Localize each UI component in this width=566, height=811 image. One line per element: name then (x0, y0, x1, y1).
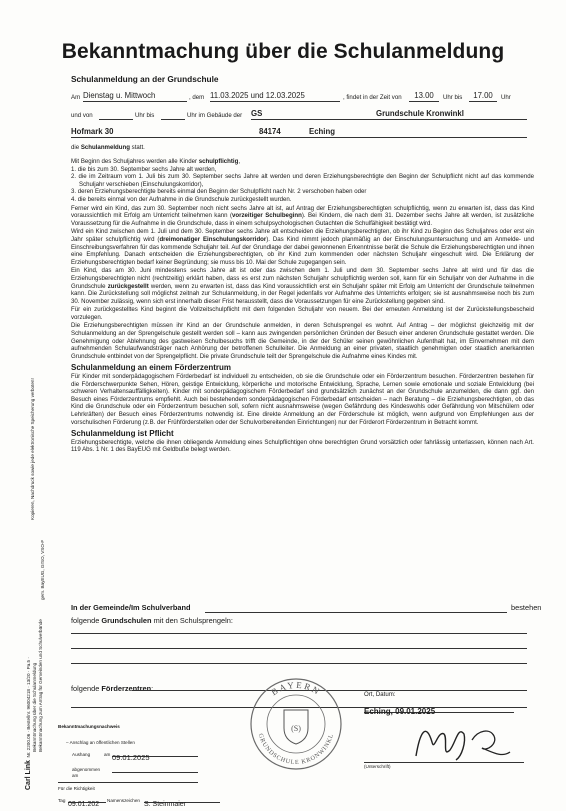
schulanmeldung-bold: Schulanmeldung (80, 144, 130, 151)
nachweis-title: Bekanntmachungsnachweis (58, 724, 120, 729)
list-item: 1. die bis zum 30. September sechs Jahre alt werden, (71, 165, 217, 173)
section-pflicht-heading: Schulanmeldung ist Pflicht (71, 429, 174, 439)
von-field[interactable] (409, 92, 439, 102)
section-grundschule-heading: Schulanmeldung an der Grundschule (71, 74, 219, 84)
town-value: Eching (309, 127, 335, 136)
school-name-value: Grundschule Kronwinkl (376, 109, 464, 118)
seal-top-text: BAYERN (269, 679, 323, 698)
von-value: 13.00 (414, 91, 434, 100)
signature-graphic (398, 712, 538, 768)
foerder-label: folgende Förderzentren: (71, 684, 154, 693)
den-field[interactable] (210, 92, 340, 102)
bis-value: 17.00 (473, 91, 493, 100)
und-von-field[interactable] (99, 110, 133, 120)
row2-uhr-bis-label: Uhr bis (135, 112, 155, 119)
am-value: Dienstag u. Mittwoch (83, 91, 156, 100)
section-foerder-heading: Schulanmeldung an einem Förderzentrum (71, 363, 232, 373)
paragraph-vorzeitig: Ferner wird ein Kind, das zum 30. September noch nicht sechs Jahre alt ist, auf Antrag der Erziehungsberechtigten schulpflichtig, wenn zu erwarten ist, dass das Kind voraussichtlich mit Erfolg am Unterricht teilnehmen kann (vorzeitiger Schulbeginn). Bei Kindern, die nach dem 31. Dezember sechs Jahre alt werden, ist zusätzliche Voraussetzung für die Aufnahme in die Grundschule, dass in einem schulpsychologischen Gutachten die Schulfähigkeit bestätigt wird. (71, 204, 534, 227)
abgenommen-field[interactable] (112, 765, 198, 773)
seal-bottom-text: GRUNDSCHULE KRONWINKL (256, 732, 336, 767)
uhr-bis-label: Uhr bis (443, 94, 463, 101)
grundschulen-line-1[interactable] (71, 633, 527, 634)
namenszeichen-field[interactable] (144, 793, 220, 808)
official-seal (248, 676, 344, 772)
gemeinde-label: In der Gemeinde/Im Schulverband (71, 603, 191, 612)
date-time-row (71, 91, 541, 104)
ort-datum-label: Ort, Datum: (364, 691, 396, 698)
gemeinde-field[interactable] (205, 603, 507, 613)
aushang-am-label: am (104, 752, 111, 757)
tag-field[interactable] (68, 793, 106, 808)
address-row (71, 127, 541, 140)
namenszeichen-label: Namenszeichen (107, 798, 140, 803)
aushang-field[interactable] (112, 747, 198, 762)
zip-value: 84174 (259, 127, 281, 136)
gemeinde-row (71, 603, 541, 615)
intro-line: Mit Beginn des Schuljahres werden alle Kinder schulpflichtig, (71, 158, 241, 165)
schulpflicht-list (71, 166, 534, 204)
address-field[interactable] (71, 128, 527, 138)
am-field[interactable] (83, 92, 187, 102)
nachweis-anschlag: – Anschlag an öffentlichen Stellen (66, 740, 135, 745)
grundschulen-line-3[interactable] (71, 663, 527, 664)
tag-value: 09.01.202 (68, 801, 100, 808)
street-value: Hofmark 30 (71, 127, 114, 136)
nachweis-divider (58, 782, 198, 783)
namenszeichen-value: S. Steinmaier (144, 801, 187, 808)
body-text (71, 158, 534, 454)
list-item: 2. die im Zeitraum vom 1. Juli bis zum 30. September sechs Jahre alt werden und deren Erziehungsberechtigte den Beginn der Schulpflicht nicht auf das kommende Schuljahr verschieben (Einschulungskorridor), (71, 173, 534, 188)
abgenommen-label: abgenommen am (72, 767, 101, 778)
grundschulen-line-2[interactable] (71, 648, 527, 649)
list-item: 4. die bereits einmal von der Aufnahme in die Grundschule zurückgestellt wurden. (71, 195, 292, 203)
grundschulen-label: folgende Grundschulen mit den Schulsprengeln: (71, 616, 233, 625)
ort-datum-value: Eching, 09.01.2025 (364, 707, 436, 716)
paragraph-zurueckstellung: Ein Kind, das am 30. Juni mindestens sechs Jahre alt ist oder das zwischen dem 1. Juli und dem 30. September sechs Jahre alt wird und für das die Erziehungsberechtigten nicht (rechtzeitig) erklärt haben, dass es erst zum nächsten Schuljahr schulpflichtig werden soll, kann für ein Schuljahr von der Aufnahme in die Grundschule zurückgestellt werden, wenn zu erwarten ist, dass das Kind voraussichtlich erst ein Schuljahr später mit Erfolg am Unterricht der Grundschule teilnehmen kann. Die Zurückstellung soll möglichst zeitnah zur Schulanmeldung, in der Regel jedenfalls vor Aufnahme des Unterrichts erfolgen; sie ist ausnahmsweise noch bis zum 30. November zulässig, wenn sich erst innerhalb dieser Frist herausstellt, dass die Voraussetzungen für eine Zurückstellung gegeben sind. (71, 267, 534, 305)
uhr-im-gebaeude-label: Uhr im Gebäude der (187, 112, 243, 119)
am-label: Am (71, 94, 81, 101)
und-von-label: und von (71, 112, 93, 119)
brand-logo: Carl Link (25, 760, 32, 790)
second-time-row (71, 109, 541, 122)
statt-line (71, 144, 145, 152)
side-legal: gem. BayEUG, GrSO, VSO-F (40, 539, 45, 600)
bis-field[interactable] (469, 92, 497, 102)
side-copyright: Kopieren, Nachdruck sowie jede elektronische Speicherung verboten! (30, 378, 35, 520)
zeit-label: , findet in der Zeit von (343, 94, 402, 101)
side-order-info: Carl Link Nr. 2200.06 · Bestellnr. 96004218 · 13/20 · Pa.5 · Bekanntmachung über die Schulanmeldung Bekanntmachung zum Antrag für Gemeinden und Schulverbände (25, 619, 43, 790)
paragraph-zurueckgestellt: Für ein zurückgestelltes Kind beginnt die Vollzeitschulpflicht mit dem folgenden Schuljahr von neuem. Bei der erneuten Anmeldung ist der Zurückstellungsbescheid vorzulegen. (71, 306, 534, 321)
gebaeude-value: GS (251, 109, 263, 118)
richtigkeit-label: Für die Richtigkeit (58, 786, 95, 791)
list-item: 3. deren Erziehungsberechtigte bereits einmal den Beginn der Schulpflicht nach Nr. 2 verschoben haben oder (71, 188, 367, 196)
row2-bis-field[interactable] (161, 110, 185, 120)
aushang-date-value: 09.01.2025 (112, 753, 150, 762)
paragraph-pflicht: Erziehungsberechtigte, welche die ihnen obliegende Anmeldung eines Schulpflichtigen ohne berechtigten Grund vorsätzlich oder fahrlässig unterlassen, können nach Art. 119 Abs. 1 Nr. 1 des BayEUG mit Geldbuße belegt werden. (71, 438, 534, 454)
svg-text:GRUNDSCHULE KRONWINKL (257, 733, 335, 766)
den-value: 11.03.2025 und 12.03.2025 (210, 91, 305, 100)
bestehen-label: bestehen (511, 603, 542, 612)
die-label: die (71, 144, 80, 151)
uhr-label: Uhr (501, 94, 511, 101)
aushang-label: Aushang (72, 752, 91, 757)
tag-label: Tag (58, 798, 66, 803)
statt-label: statt. (131, 144, 145, 151)
page-title: Bekanntmachung über die Schulanmeldung (61, 40, 505, 63)
unterschrift-label: (Unterschrift) (364, 764, 391, 769)
signature-line (364, 762, 524, 763)
paragraph-foerder: Für Kinder mit sonderpädagogischem Förderbedarf ist individuell zu entscheiden, ob sie die Grundschule oder ein Förderzentrum besuchen. Förderzentren bestehen für die Förderschwerpunkte Sehen, Hören, geistige Entwicklung, körperliche und motorische Entwicklung, Sprache, Lernen sowie emotionale und soziale Entwicklung (bei schweren Verhaltensauffälligkeiten). Kinder mit sonderpädagogischem Förderbedarf sind grundsätzlich zunächst an der Grundschule anzumelden, die dann ggf. den Besuch eines Förderzentrums empfiehlt. Auch bei bestehendem sonderpädagogischen Förderbedarf entscheiden – nach Beratung – die Erziehungsberechtigten, ob das Kind die Grundschule oder ein Förderzentrum besuchen soll, sofern nicht ausnahmsweise (wegen Gefährdung des Kindeswohls oder Gefährdung von Mitschülern oder Lehrkräften) der Besuch eines Förderzentrums notwendig ist. Eine direkte Anmeldung an der Förderschule ist möglich, wenn aufgrund von Empfehlungen aus der vorschulischen Förderung (z.B. der Frühförderstellen oder der Schulvorbereitenden Einrichtungen) nur der Förderort Förderzentrum in Betracht kommt. (71, 373, 534, 426)
seal-center-text: (S) (291, 724, 301, 733)
paragraph-sprengel: Die Erziehungsberechtigten müssen ihr Kind an der Grundschule anmelden, in deren Schulsprengel es wohnt. Auf Antrag – der möglichst gleichzeitig mit der Schulanmeldung an der Sprengelschule gestellt werden soll – kann aus zwingenden persönlichen Gründen der Besuch einer anderen Grundschule gestattet werden. Die Genehmigung oder Ablehnung des gastweisen Schulbesuchs trifft die Gemeinde, in der der Schüler seinen gewöhnlichen Aufenthalt hat, im Einvernehmen mit dem aufnehmenden Schulaufwandsträger nach Anhörung der betroffenen Schulleiter. Die Anmeldung an einer privaten, staatlich genehmigten oder staatlich anerkannten Grundschule entbindet von der Sprengelpflicht. Die private Grundschule teilt der Sprengelschule die Aufnahme eines Kindes mit. (71, 322, 534, 360)
gebaeude-field[interactable] (251, 110, 527, 120)
den-label: , dem (189, 94, 205, 101)
paragraph-korridor: Wird ein Kind zwischen dem 1. Juli und dem 30. September sechs Jahre alt entscheiden die Erziehungsberechtigten, ob ihr Kind zu Beginn des Schuljahres oder erst ein Jahr später schulpflichtig wird (dreimonatiger Einschulungskorridor). Das Kind nimmt jedoch planmäßig an der Einschulungsuntersuchung und am Anmelde- und Einschreibungsverfahren für das kommende Schuljahr teil. Auf der Grundlage der dabei gewonnenen Erkenntnisse berät die Schule die Erziehungsberechtigten und ihnen eine Empfehlung. Danach entscheiden die Erziehungsberechtigten, ob ihr Kind zum kommenden oder nächsten Schuljahr eingeschult wird. Die Erklärung der Erziehungsberechtigten bedarf keiner Begründung; sie muss bis 10. Mai der Schule zugegangen sein. (71, 228, 534, 266)
